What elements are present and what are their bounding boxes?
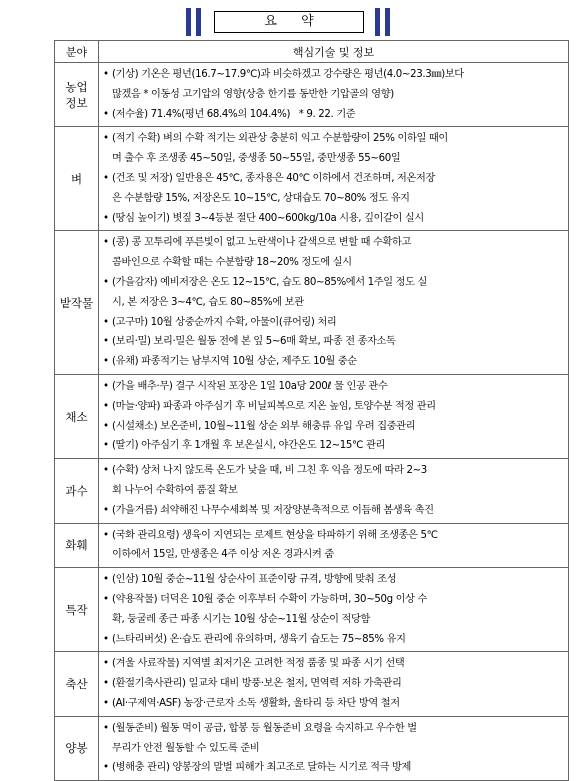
list-item: • (저수율) 71.4%(평년 68.4%의 104.4%) * 9. 22. 기준 <box>102 105 568 125</box>
list-item: • (약용작물) 더덕은 10월 중순 이후부터 수확이 가능하며, 30~50g 이상 수 확, 둥굴레 종근 파종 시기는 10월 상순~11월 상순이 적당함 <box>102 590 568 630</box>
table-body <box>55 63 569 781</box>
table-row <box>55 716 569 780</box>
item-list <box>102 233 568 372</box>
title-decoration-bar <box>385 8 390 36</box>
row-category: 농업 정보 <box>55 63 99 127</box>
row-content <box>99 374 569 458</box>
table-row <box>55 231 569 375</box>
header-category: 분야 <box>55 41 99 63</box>
row-category: 밭작물 <box>55 231 99 375</box>
row-content <box>99 231 569 375</box>
list-item: • (AI·구제역·ASF) 농장·근로자 소독 생활화, 울타리 등 차단 방역 철저 <box>102 694 568 714</box>
list-item: • (인삼) 10월 중순~11월 상순사이 표준이랑 규격, 방향에 맞춰 조성 <box>102 570 568 590</box>
row-content <box>99 523 569 568</box>
list-item: • (병해충 관리) 양봉장의 말벌 피해가 최고조로 달하는 시기로 적극 방제 <box>102 758 568 778</box>
list-item: • (느타리버섯) 온·습도 관리에 유의하며, 생육기 습도는 75~85% 유지 <box>102 630 568 650</box>
list-item: • (보리·밀) 보리·밀은 월동 전에 본 잎 5~6매 확보, 파종 전 종자소독 <box>102 332 568 352</box>
row-content <box>99 459 569 523</box>
table-row <box>55 63 569 127</box>
row-category: 화훼 <box>55 523 99 568</box>
row-content <box>99 716 569 780</box>
item-list <box>102 526 568 566</box>
item-list <box>102 654 568 713</box>
list-item: • (국화 관리요령) 생육이 지연되는 로제트 현상을 타파하기 위해 조생종은 5℃ 이하에서 15일, 만생종은 4주 이상 저온 경과시켜 줌 <box>102 526 568 566</box>
item-list <box>102 461 568 520</box>
table-row <box>55 374 569 458</box>
summary-title: 요 약 <box>214 11 364 33</box>
row-content <box>99 652 569 716</box>
list-item: • (가을감자) 예비저장은 온도 12~15℃, 습도 80~85%에서 1주일 정도 실 시, 본 저장은 3~4℃, 습도 80~85%에 보관 <box>102 273 568 313</box>
list-item: • (고구마) 10월 상중순까지 수확, 아물이(큐어링) 처리 <box>102 313 568 333</box>
row-content <box>99 568 569 652</box>
list-item: • (월동준비) 월동 먹이 공급, 합봉 등 월동준비 요령을 숙지하고 우수한 벌 무리가 안전 월동할 수 있도록 준비 <box>102 719 568 759</box>
list-item: • (건조 및 저장) 일반용은 45℃, 종자용은 40℃ 이하에서 건조하며, 저온저장 은 수분함량 15%, 저장온도 10~15℃, 상대습도 70~80% 정도 유지 <box>102 169 568 209</box>
list-item: • (땅심 높이기) 볏짚 3~4등분 절단 400~600kg/10a 시용, 깊이갈이 실시 <box>102 209 568 229</box>
item-list <box>102 570 568 649</box>
row-category: 축산 <box>55 652 99 716</box>
list-item: • (시설채소) 보온준비, 10월~11월 상순 외부 해충류 유입 우려 집중관리 <box>102 417 568 437</box>
summary-title-area <box>0 8 581 36</box>
table-row <box>55 568 569 652</box>
list-item: • (적기 수확) 벼의 수확 적기는 외관상 충분히 익고 수분함량이 25% 이하일 때이 며 출수 후 조생종 45~50일, 중생종 50~55일, 중만생종 55~60일 <box>102 129 568 169</box>
row-category: 채소 <box>55 374 99 458</box>
list-item: • (기상) 기온은 평년(16.7~17.9℃)과 비슷하겠고 강수량은 평년(4.0~23.3㎜)보다 많겠음 * 이동성 고기압의 영향(상층 한기를 동반한 기압골의 영향) <box>102 65 568 105</box>
row-category: 과수 <box>55 459 99 523</box>
title-decoration-bar <box>186 8 191 36</box>
row-category: 특작 <box>55 568 99 652</box>
list-item: • (콩) 콩 꼬투리에 푸른빛이 없고 노란색이나 갈색으로 변할 때 수확하고 콤바인으로 수확할 때는 수분함량 18~20% 정도에 실시 <box>102 233 568 273</box>
summary-table <box>54 40 569 781</box>
item-list <box>102 65 568 124</box>
list-item: • (가을 배추·무) 결구 시작된 포장은 1일 10a당 200ℓ 물 인공 관수 <box>102 377 568 397</box>
table-row <box>55 652 569 716</box>
row-content <box>99 127 569 231</box>
table-row <box>55 459 569 523</box>
item-list <box>102 719 568 778</box>
list-item: • (수확) 상처 나지 않도록 온도가 낮을 때, 비 그친 후 익음 정도에 따라 2~3 회 나누어 수확하여 품질 확보 <box>102 461 568 501</box>
table-row <box>55 523 569 568</box>
item-list <box>102 377 568 456</box>
list-item: • (가을거름) 쇠약해진 나무수세회복 및 저장양분축적으로 이듬해 봄생육 촉진 <box>102 501 568 521</box>
title-decoration-bar <box>375 8 380 36</box>
header-content: 핵심기술 및 정보 <box>99 41 569 63</box>
row-category: 벼 <box>55 127 99 231</box>
item-list <box>102 129 568 228</box>
table-header-row <box>55 41 569 63</box>
title-decoration-bar <box>196 8 201 36</box>
list-item: • (마늘·양파) 파종과 아주심기 후 비닐피복으로 지온 높임, 토양수분 적정 관리 <box>102 397 568 417</box>
list-item: • (환절기축사관리) 일교차 대비 방풍·보온 철저, 면역력 저하 가축관리 <box>102 674 568 694</box>
table-row <box>55 127 569 231</box>
list-item: • (유채) 파종적기는 남부지역 10월 상순, 제주도 10월 중순 <box>102 352 568 372</box>
row-content <box>99 63 569 127</box>
list-item: • (겨울 사료작물) 지역별 최저기온 고려한 적정 품종 및 파종 시기 선택 <box>102 654 568 674</box>
list-item: • (딸기) 아주심기 후 1개월 후 보온실시, 야간온도 12~15℃ 관리 <box>102 436 568 456</box>
row-category: 양봉 <box>55 716 99 780</box>
